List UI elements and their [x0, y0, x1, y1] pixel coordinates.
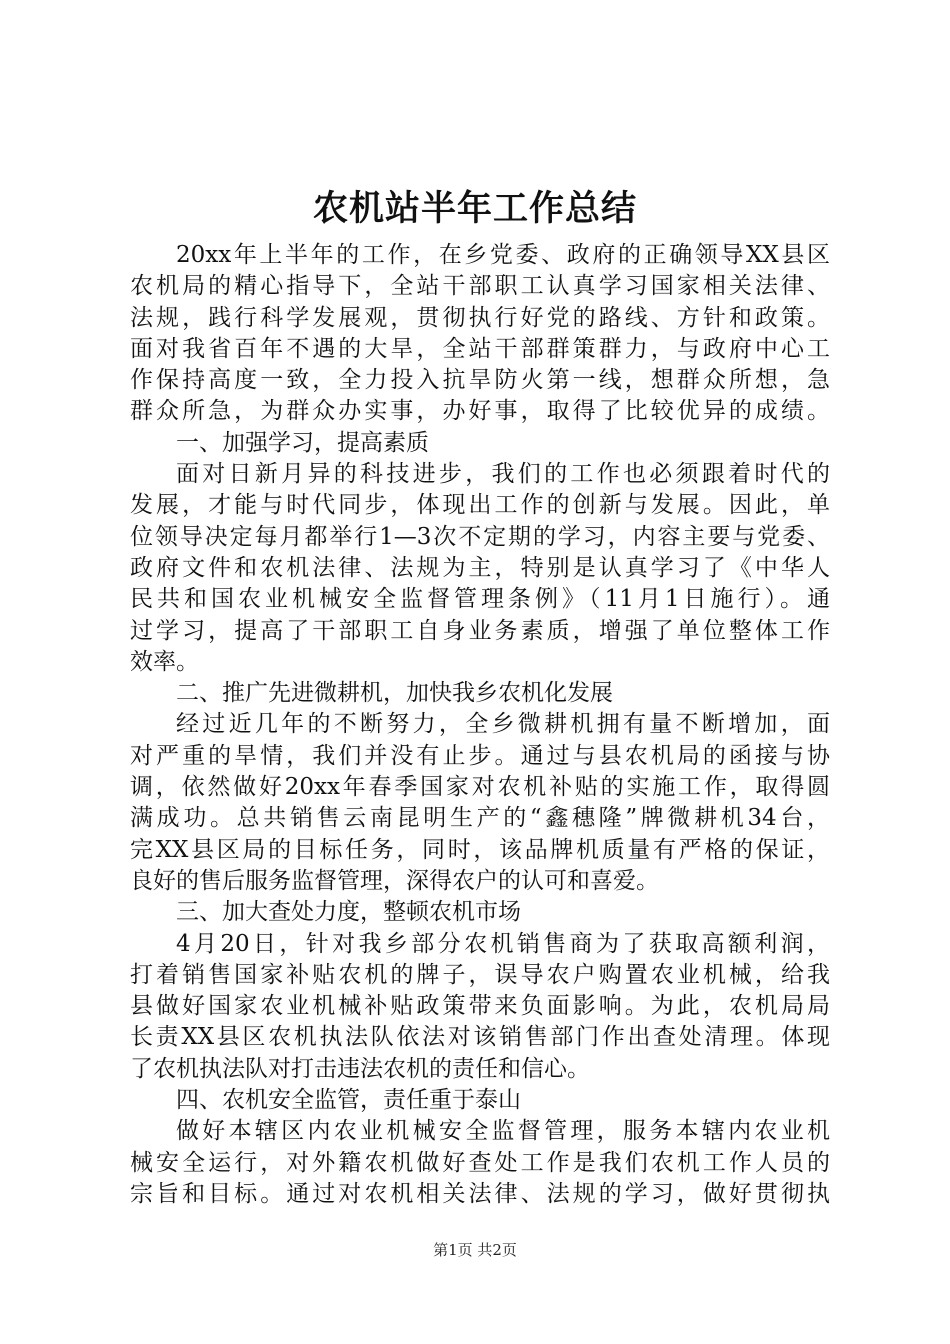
paragraph-line: 经过近几年的不断努力，全乡微耕机拥有量不断增加，面 [176, 711, 830, 738]
paragraph-line: 20xx年上半年的工作，在乡党委、政府的正确领导XX县区 [176, 242, 830, 268]
paragraph-line: 作保持高度一致，全力投入抗旱防火第一线，想群众所想，急 [130, 367, 830, 394]
paragraph-line: 对严重的旱情，我们并没有止步。通过与县农机局的函接与协 [130, 742, 830, 769]
paragraph-line: 宗旨和目标。通过对农机相关法律、法规的学习，做好贯彻执 [130, 1180, 830, 1207]
paragraph-line: 农机局的精心指导下，全站干部职工认真学习国家相关法律、 [130, 273, 830, 300]
paragraph-line: 长责XX县区农机执法队依法对该销售部门作出查处清理。体现 [130, 1024, 830, 1051]
section-heading: 一、加强学习，提高素质 [176, 429, 429, 456]
paragraph-line: 面对日新月异的科技进步，我们的工作也必须跟着时代的 [176, 461, 830, 488]
document-title: 农机站半年工作总结 [312, 188, 637, 229]
section-heading: 四、农机安全监管，责任重于泰山 [176, 1087, 521, 1114]
paragraph-line: 效率。 [130, 648, 199, 675]
paragraph-line: 法规，践行科学发展观，贯彻执行好党的路线、方针和政策。 [130, 304, 830, 331]
paragraph-line: 政府文件和农机法律、法规为主，特别是认真学习了《中华人 [130, 554, 830, 581]
paragraph-line: 4月20日，针对我乡部分农机销售商为了获取高额利润， [176, 930, 830, 957]
document-body [130, 240, 830, 1210]
paragraph-line: 县做好国家农业机械补贴政策带来负面影响。为此，农机局局 [130, 993, 830, 1020]
paragraph-line: 打着销售国家补贴农机的牌子，误导农户购置农业机械，给我 [130, 961, 830, 988]
paragraph-line: 械安全运行，对外籍农机做好查处工作是我们农机工作人员的 [130, 1149, 830, 1176]
section-heading: 二、推广先进微耕机，加快我乡农机化发展 [176, 680, 613, 707]
paragraph-line: 过学习，提高了干部职工自身业务素质，增强了单位整体工作 [130, 617, 830, 644]
paragraph-line: 做好本辖区内农业机械安全监督管理，服务本辖内农业机 [176, 1118, 830, 1145]
paragraph-line: 位领导决定每月都举行1—3次不定期的学习，内容主要与党委、 [130, 523, 830, 550]
paragraph-line: 良好的售后服务监督管理，深得农户的认可和喜爱。 [130, 867, 659, 894]
paragraph-line: 满成功。总共销售云南昆明生产的“鑫穗隆”牌微耕机34台， [130, 805, 830, 832]
paragraph-line: 了农机执法队对打击违法农机的责任和信心。 [130, 1055, 590, 1082]
paragraph-line: 群众所急，为群众办实事，办好事，取得了比较优异的成绩。 [130, 398, 830, 425]
paragraph-line: 完XX县区局的目标任务，同时，该品牌机质量有严格的保证， [130, 836, 830, 863]
paragraph-line: 民共和国农业机械安全监督管理条例》（11月1日施行）。通 [130, 586, 830, 613]
paragraph-line: 面对我省百年不遇的大旱，全站干部群策群力，与政府中心工 [130, 335, 830, 362]
page-footer: 第1页 共2页 [433, 1241, 517, 1259]
section-heading: 三、加大查处力度，整顿农机市场 [176, 899, 521, 926]
paragraph-line: 发展，才能与时代同步，体现出工作的创新与发展。因此，单 [130, 492, 830, 519]
paragraph-line: 调，依然做好20xx年春季国家对农机补贴的实施工作，取得圆 [130, 774, 830, 801]
